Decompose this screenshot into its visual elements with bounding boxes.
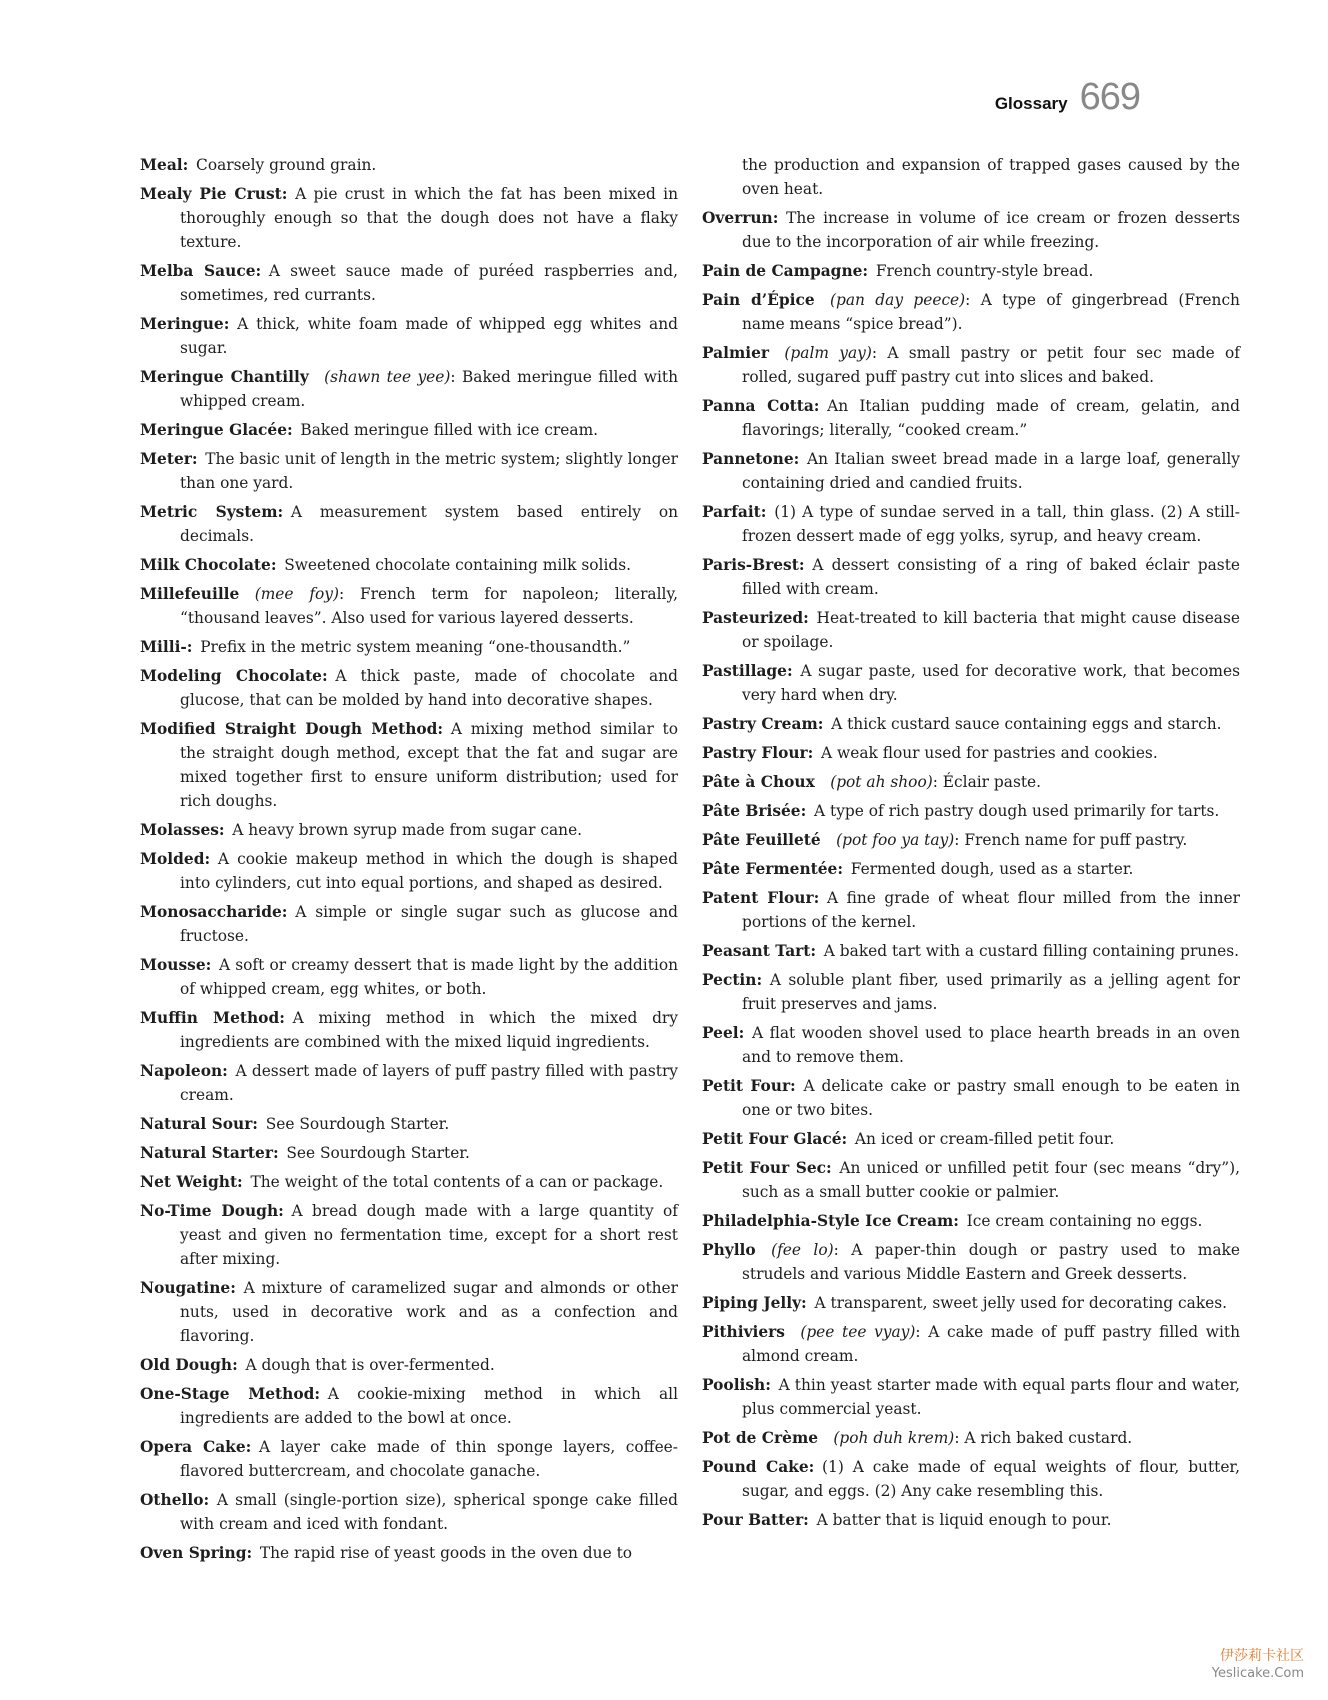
glossary-term: Meter: [140, 450, 198, 468]
glossary-entry [140, 1435, 678, 1483]
glossary-entry [702, 288, 1240, 336]
glossary-term: Meringue: [140, 315, 230, 333]
glossary-entry [140, 818, 678, 842]
glossary-entry [702, 828, 1240, 852]
glossary-term: Philadelphia-Style Ice Cream: [702, 1212, 959, 1230]
glossary-entry [702, 153, 1240, 201]
definition: A sweet sauce made of puréed raspberries and, sometimes, red currants. [180, 262, 678, 304]
glossary-entry [140, 1199, 678, 1271]
glossary-term: Petit Four: [702, 1077, 796, 1095]
glossary-entry [140, 1112, 678, 1136]
definition: A type of rich pastry dough used primarily for tarts. [814, 802, 1220, 820]
glossary-term: Mealy Pie Crust: [140, 185, 288, 203]
glossary-entry [140, 664, 678, 712]
definition: : Baked meringue filled with whipped cream. [180, 368, 678, 410]
glossary-term: Nougatine: [140, 1279, 236, 1297]
definition: the production and expansion of trapped gases caused by the oven heat. [742, 156, 1240, 198]
glossary-term: Poolish: [702, 1376, 771, 1394]
glossary-entry [702, 1455, 1240, 1503]
definition: : Éclair paste. [932, 773, 1042, 791]
definition: A dough that is over-fermented. [245, 1356, 495, 1374]
watermark-cn: 伊莎莉卡社区 [1220, 1648, 1304, 1665]
glossary-entry [702, 939, 1240, 963]
pronunciation: (mee foy) [254, 585, 339, 603]
glossary-entry [140, 1059, 678, 1107]
glossary-entry [140, 717, 678, 813]
definition: A sugar paste, used for decorative work, that becomes very hard when dry. [742, 662, 1240, 704]
glossary-entry [140, 418, 678, 442]
definition: An Italian sweet bread made in a large loaf, generally containing dried and candied fruits. [742, 450, 1240, 492]
definition: The rapid rise of yeast goods in the oven due to [259, 1544, 633, 1562]
glossary-term: Peasant Tart: [702, 942, 817, 960]
glossary-entry [702, 1156, 1240, 1204]
glossary-entry [702, 500, 1240, 548]
glossary-term: Pectin: [702, 971, 763, 989]
glossary-term: Oven Spring: [140, 1544, 253, 1562]
glossary-entry [140, 1006, 678, 1054]
glossary-entry [702, 1127, 1240, 1151]
glossary-term: Pound Cake: [702, 1458, 815, 1476]
definition: A flat wooden shovel used to place hearth breads in an oven and to remove them. [742, 1024, 1240, 1066]
definition: : A small pastry or petit four sec made of rolled, sugared puff pastry cut into slices and baked. [742, 344, 1241, 386]
glossary-term: Molasses: [140, 821, 225, 839]
glossary-entry [702, 799, 1240, 823]
definition: A measurement system based entirely on decimals. [180, 503, 678, 545]
definition: Coarsely ground grain. [196, 156, 377, 174]
definition: A thin yeast starter made with equal parts flour and water, plus commercial yeast. [742, 1376, 1240, 1418]
definition: Heat-treated to kill bacteria that might cause disease or spoilage. [742, 609, 1240, 651]
glossary-term: Modified Straight Dough Method: [140, 720, 444, 738]
glossary-term: Palmier [702, 344, 770, 362]
glossary-entry [140, 847, 678, 895]
definition: A layer cake made of thin sponge layers, coffee-flavored buttercream, and chocolate ganache. [180, 1438, 678, 1480]
glossary-entry [140, 582, 678, 630]
glossary-entry [702, 447, 1240, 495]
glossary-term: Natural Sour: [140, 1115, 258, 1133]
glossary-term: Natural Starter: [140, 1144, 279, 1162]
definition: : A type of gingerbread (French name means “spice bread”). [742, 291, 1240, 333]
glossary-term: Piping Jelly: [702, 1294, 807, 1312]
glossary-column-left [140, 153, 678, 1570]
glossary-term: Modeling Chocolate: [140, 667, 328, 685]
glossary-term: Othello: [140, 1491, 210, 1509]
glossary-term: Phyllo [702, 1241, 756, 1259]
definition: A batter that is liquid enough to pour. [816, 1511, 1112, 1529]
pronunciation: (fee lo) [771, 1241, 834, 1259]
glossary-term: Petit Four Glacé: [702, 1130, 848, 1148]
glossary-term: Pour Batter: [702, 1511, 809, 1529]
definition: : French term for napoleon; literally, “thousand leaves”. Also used for various layered desserts. [180, 585, 678, 627]
glossary-entry [702, 1021, 1240, 1069]
glossary-entry [702, 553, 1240, 601]
glossary-term: Mousse: [140, 956, 212, 974]
definition: A pie crust in which the fat has been mixed in thoroughly enough so that the dough does not have a flaky texture. [180, 185, 678, 251]
glossary-term: Net Weight: [140, 1173, 243, 1191]
glossary-entry [702, 259, 1240, 283]
glossary-entry [702, 712, 1240, 736]
glossary-term: Pastillage: [702, 662, 793, 680]
glossary-term: Pasteurized: [702, 609, 809, 627]
definition: A mixing method in which the mixed dry ingredients are combined with the mixed liquid ingredients. [180, 1009, 678, 1051]
definition: A thick paste, made of chocolate and glucose, that can be molded by hand into decorative shapes. [180, 667, 678, 709]
page-header [995, 76, 1140, 119]
definition: A small (single-portion size), spherical sponge cake filled with cream and iced with fondant. [180, 1491, 678, 1533]
glossary-entry [140, 1353, 678, 1377]
definition: A delicate cake or pastry small enough to be eaten in one or two bites. [742, 1077, 1240, 1119]
glossary-entry [140, 635, 678, 659]
pronunciation: (poh duh krem) [833, 1429, 955, 1447]
definition: A transparent, sweet jelly used for decorating cakes. [814, 1294, 1228, 1312]
glossary-term: Pithiviers [702, 1323, 785, 1341]
definition: : A paper-thin dough or pastry used to make strudels and various Middle Eastern and Greek desserts. [742, 1241, 1240, 1283]
glossary-entry [140, 1141, 678, 1165]
glossary-entry [702, 1209, 1240, 1233]
definition: Sweetened chocolate containing milk solids. [284, 556, 632, 574]
pronunciation: (pee tee vyay) [800, 1323, 916, 1341]
glossary-term: Overrun: [702, 209, 779, 227]
glossary-term: Panna Cotta: [702, 397, 820, 415]
glossary-term: Muffin Method: [140, 1009, 285, 1027]
watermark [1212, 1648, 1304, 1682]
definition: : A rich baked custard. [954, 1429, 1133, 1447]
definition: The increase in volume of ice cream or frozen desserts due to the incorporation of air while freezing. [742, 209, 1240, 251]
glossary-entry [702, 206, 1240, 254]
glossary-entry [702, 659, 1240, 707]
definition: A dessert consisting of a ring of baked éclair paste filled with cream. [742, 556, 1240, 598]
glossary-term: Peel: [702, 1024, 745, 1042]
definition: A soluble plant fiber, used primarily as a jelling agent for fruit preserves and jams. [742, 971, 1240, 1013]
definition: The basic unit of length in the metric system; slightly longer than one yard. [180, 450, 678, 492]
glossary-entry [702, 341, 1240, 389]
glossary-entry [140, 1170, 678, 1194]
definition: A mixing method similar to the straight dough method, except that the fat and sugar are mixed together first to ensure uniform distribution; used for rich doughs. [180, 720, 679, 810]
glossary-entry [140, 447, 678, 495]
pronunciation: (shawn tee yee) [324, 368, 451, 386]
glossary-term: Opera Cake: [140, 1438, 252, 1456]
glossary-term: Old Dough: [140, 1356, 238, 1374]
glossary-term: Meringue Chantilly [140, 368, 309, 386]
pronunciation: (palm yay) [784, 344, 872, 362]
glossary-entry [140, 259, 678, 307]
definition: French country-style bread. [875, 262, 1094, 280]
definition: : French name for puff pastry. [954, 831, 1188, 849]
glossary-entry [140, 500, 678, 548]
glossary-term: Pain de Campagne: [702, 262, 869, 280]
glossary-entry [702, 968, 1240, 1016]
pronunciation: (pan day peece) [830, 291, 966, 309]
glossary-term: Melba Sauce: [140, 262, 262, 280]
page-number: 669 [1079, 76, 1140, 118]
glossary-entry [140, 153, 678, 177]
definition: (1) A cake made of equal weights of flour, butter, sugar, and eggs. (2) Any cake resembling this. [742, 1458, 1240, 1500]
definition: A soft or creamy dessert that is made light by the addition of whipped cream, egg whites, or both. [180, 956, 678, 998]
definition: See Sourdough Starter. [265, 1115, 450, 1133]
glossary-term: Pastry Cream: [702, 715, 824, 733]
glossary-entry [140, 312, 678, 360]
glossary-term: Monosaccharide: [140, 903, 288, 921]
definition: See Sourdough Starter. [286, 1144, 470, 1162]
glossary-term: Molded: [140, 850, 211, 868]
glossary-entry [140, 182, 678, 254]
glossary-entry [702, 857, 1240, 881]
glossary-term: Patent Flour: [702, 889, 820, 907]
definition: A weak flour used for pastries and cookies. [821, 744, 1158, 762]
glossary-term: No-Time Dough: [140, 1202, 284, 1220]
glossary-term: Pain d’Épice [702, 291, 815, 309]
glossary-entry [140, 553, 678, 577]
definition: A simple or single sugar such as glucose and fructose. [180, 903, 678, 945]
glossary-term: Milli-: [140, 638, 193, 656]
glossary-term: Pâte Fermentée: [702, 860, 844, 878]
definition: A mixture of caramelized sugar and almonds or other nuts, used in decorative work and as a confection and flavoring. [180, 1279, 678, 1345]
glossary-entry [702, 1320, 1240, 1368]
glossary-entry [140, 365, 678, 413]
definition: (1) A type of sundae served in a tall, thin glass. (2) A still-frozen dessert made of egg yolks, syrup, and heavy cream. [742, 503, 1240, 545]
definition: An Italian pudding made of cream, gelatin, and flavorings; literally, “cooked cream.” [742, 397, 1240, 439]
glossary-entry [702, 1074, 1240, 1122]
glossary-entry [702, 1238, 1240, 1286]
glossary-entry [140, 1382, 678, 1430]
glossary-entry [702, 606, 1240, 654]
glossary-term: Pastry Flour: [702, 744, 814, 762]
pronunciation: (pot ah shoo) [830, 773, 933, 791]
definition: Fermented dough, used as a starter. [850, 860, 1134, 878]
glossary-term: Metric System: [140, 503, 284, 521]
definition: Prefix in the metric system meaning “one-thousandth.” [200, 638, 631, 656]
definition: A cookie makeup method in which the dough is shaped into cylinders, cut into equal portions, and shaped as desired. [180, 850, 678, 892]
glossary-entry [702, 1373, 1240, 1421]
glossary-entry [702, 1426, 1240, 1450]
running-head: Glossary [994, 94, 1068, 113]
definition: A dessert made of layers of puff pastry filled with pastry cream. [180, 1062, 678, 1104]
glossary-entry [140, 1541, 678, 1565]
definition: An uniced or unfilled petit four (sec means “dry”), such as a small butter cookie or palmier. [742, 1159, 1240, 1201]
definition: A thick custard sauce containing eggs and starch. [831, 715, 1222, 733]
glossary-entry [702, 1291, 1240, 1315]
definition: A bread dough made with a large quantity of yeast and given no fermentation time, except for a short rest after mixing. [180, 1202, 678, 1268]
watermark-url: Yeslicake.Com [1211, 1665, 1304, 1681]
definition: Baked meringue filled with ice cream. [300, 421, 599, 439]
definition: A thick, white foam made of whipped egg whites and sugar. [180, 315, 678, 357]
glossary-term: Millefeuille [140, 585, 240, 603]
glossary-term: Pâte Feuilleté [702, 831, 821, 849]
glossary-term: Meringue Glacée: [140, 421, 293, 439]
glossary-term: Milk Chocolate: [140, 556, 277, 574]
glossary-term: Petit Four Sec: [702, 1159, 832, 1177]
glossary-term: Pâte Brisée: [702, 802, 807, 820]
definition: A cookie-mixing method in which all ingredients are added to the bowl at once. [180, 1385, 678, 1427]
glossary-entry [702, 394, 1240, 442]
definition: An iced or cream-filled petit four. [854, 1130, 1115, 1148]
definition: A heavy brown syrup made from sugar cane. [232, 821, 583, 839]
glossary-term: Pot de Crème [702, 1429, 819, 1447]
glossary-entry [702, 886, 1240, 934]
glossary-term: Pâte à Choux [702, 773, 815, 791]
definition: : A cake made of puff pastry filled with almond cream. [742, 1323, 1240, 1365]
glossary-term: Paris-Brest: [702, 556, 805, 574]
glossary-entry [140, 900, 678, 948]
glossary-term: Meal: [140, 156, 189, 174]
glossary-entry [140, 1488, 678, 1536]
pronunciation: (pot foo ya tay) [836, 831, 955, 849]
glossary-entry [702, 770, 1240, 794]
definition: A fine grade of wheat flour milled from the inner portions of the kernel. [742, 889, 1240, 931]
glossary-column-right [702, 153, 1240, 1537]
glossary-entry [702, 741, 1240, 765]
glossary-term: Napoleon: [140, 1062, 228, 1080]
glossary-entry [140, 953, 678, 1001]
glossary-entry [702, 1508, 1240, 1532]
definition: Ice cream containing no eggs. [966, 1212, 1203, 1230]
definition: A baked tart with a custard filling containing prunes. [823, 942, 1240, 960]
definition: The weight of the total contents of a can or package. [250, 1173, 664, 1191]
glossary-term: One-Stage Method: [140, 1385, 321, 1403]
glossary-term: Pannetone: [702, 450, 800, 468]
glossary-term: Parfait: [702, 503, 767, 521]
glossary-entry [140, 1276, 678, 1348]
